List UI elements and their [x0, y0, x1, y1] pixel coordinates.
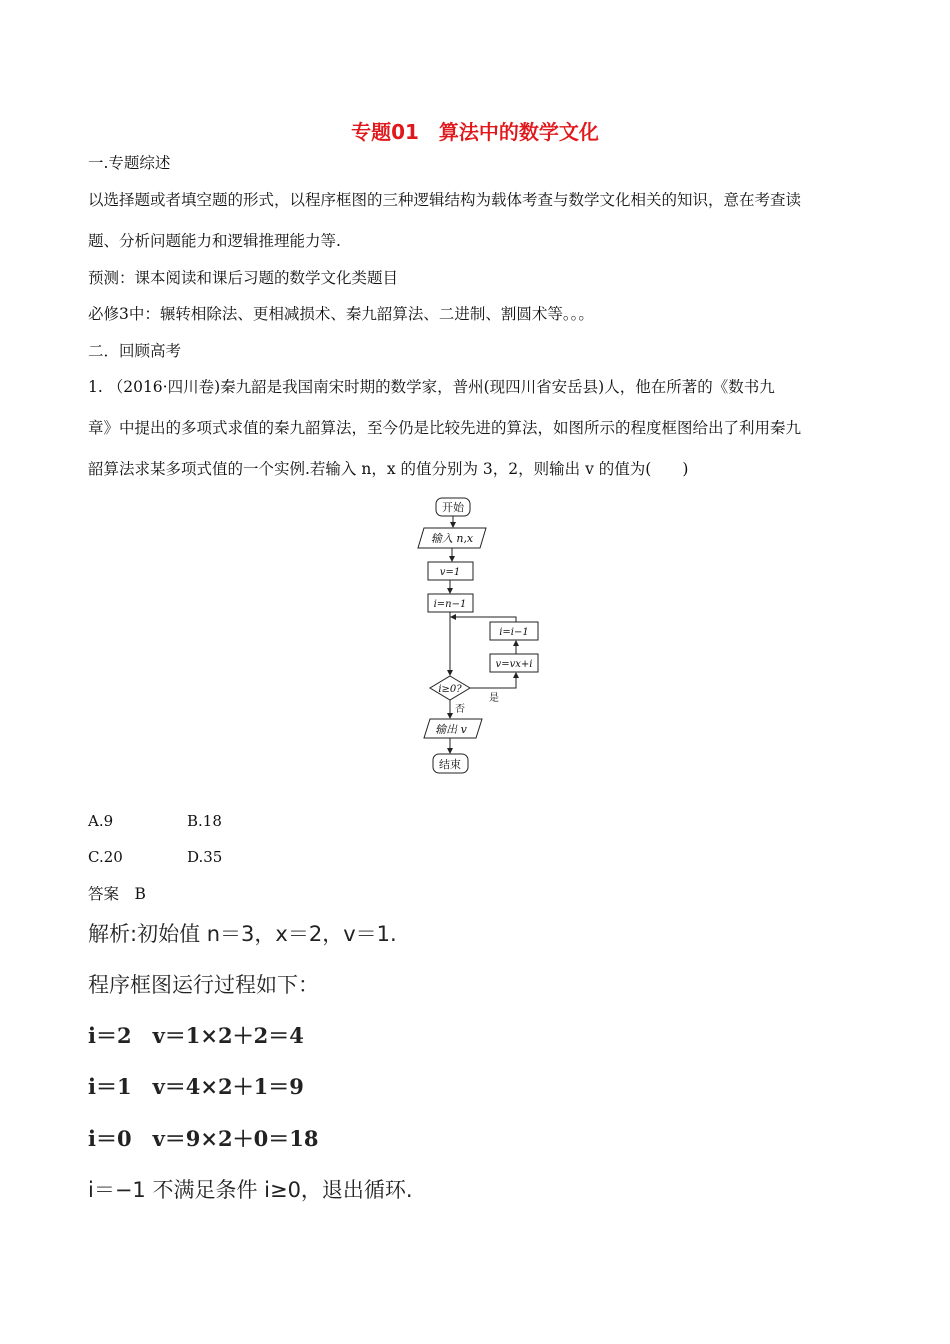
solution-step-1: i＝2 v＝1×2＋2＝4	[88, 1023, 304, 1048]
flow-input-label: 输入 n,x	[430, 532, 474, 545]
flow-yes-label: 是	[489, 693, 499, 704]
flow-end-label: 结束	[439, 758, 461, 771]
option-c: C.20	[88, 848, 123, 866]
flow-assign-i-label: i=n−1	[433, 599, 467, 610]
solution-process-heading: 程序框图运行过程如下：	[88, 973, 319, 997]
flow-start-label: 开始	[442, 501, 464, 514]
option-a: A.9	[88, 812, 114, 830]
option-b: B.18	[187, 812, 222, 830]
flowchart	[410, 490, 550, 780]
solution-step-3: i＝0 v＝9×2＋0＝18	[88, 1126, 319, 1151]
section-heading-overview: 一.专题综述	[88, 154, 171, 172]
option-d: D.35	[187, 848, 223, 866]
flow-update-v-label: v=vx+i	[495, 659, 533, 670]
question-line-1: 1. （2016·四川卷)秦九韶是我国南宋时期的数学家，普州(现四川省安岳县)人，他在所著的《数书九	[88, 378, 775, 396]
prediction-text: 预测：课本阅读和课后习题的数学文化类题目	[88, 269, 399, 287]
answer-text: 答案 B	[88, 885, 146, 903]
flow-condition-label: i≥0?	[438, 684, 462, 695]
question-line-2: 章》中提出的多项式求值的秦九韶算法，至今仍是比较先进的算法，如图所示的程度框图给出了利用秦九	[88, 419, 802, 437]
question-line-3: 韶算法求某多项式值的一个实例.若输入 n，x 的值分别为 3，2，则输出 v 的值为( )	[88, 460, 689, 478]
overview-text-line-2: 题、分析问题能力和逻辑推理能力等.	[88, 232, 341, 250]
solution-exit: i＝−1 不满足条件 i≥0，退出循环.	[88, 1178, 413, 1202]
solution-step-2: i＝1 v＝4×2＋1＝9	[88, 1074, 304, 1099]
page-title: 专题01 算法中的数学文化	[351, 120, 599, 144]
flow-output-label: 输出 v	[435, 723, 467, 736]
section-heading-review: 二．回顾高考	[88, 342, 182, 360]
required-topics-text: 必修3中：辗转相除法、更相减损术、秦九韶算法、二进制、割圆术等。。。	[88, 305, 594, 323]
overview-text-line-1: 以选择题或者填空题的形式，以程序框图的三种逻辑结构为载体考查与数学文化相关的知识，意在考查读	[88, 191, 802, 209]
solution-intro: 解析:初始值 n＝3，x＝2，v＝1.	[88, 922, 397, 946]
flow-no-label: 否	[455, 704, 465, 715]
flow-decrement-label: i=i−1	[499, 627, 529, 638]
flow-assign-v-label: v=1	[439, 567, 461, 578]
